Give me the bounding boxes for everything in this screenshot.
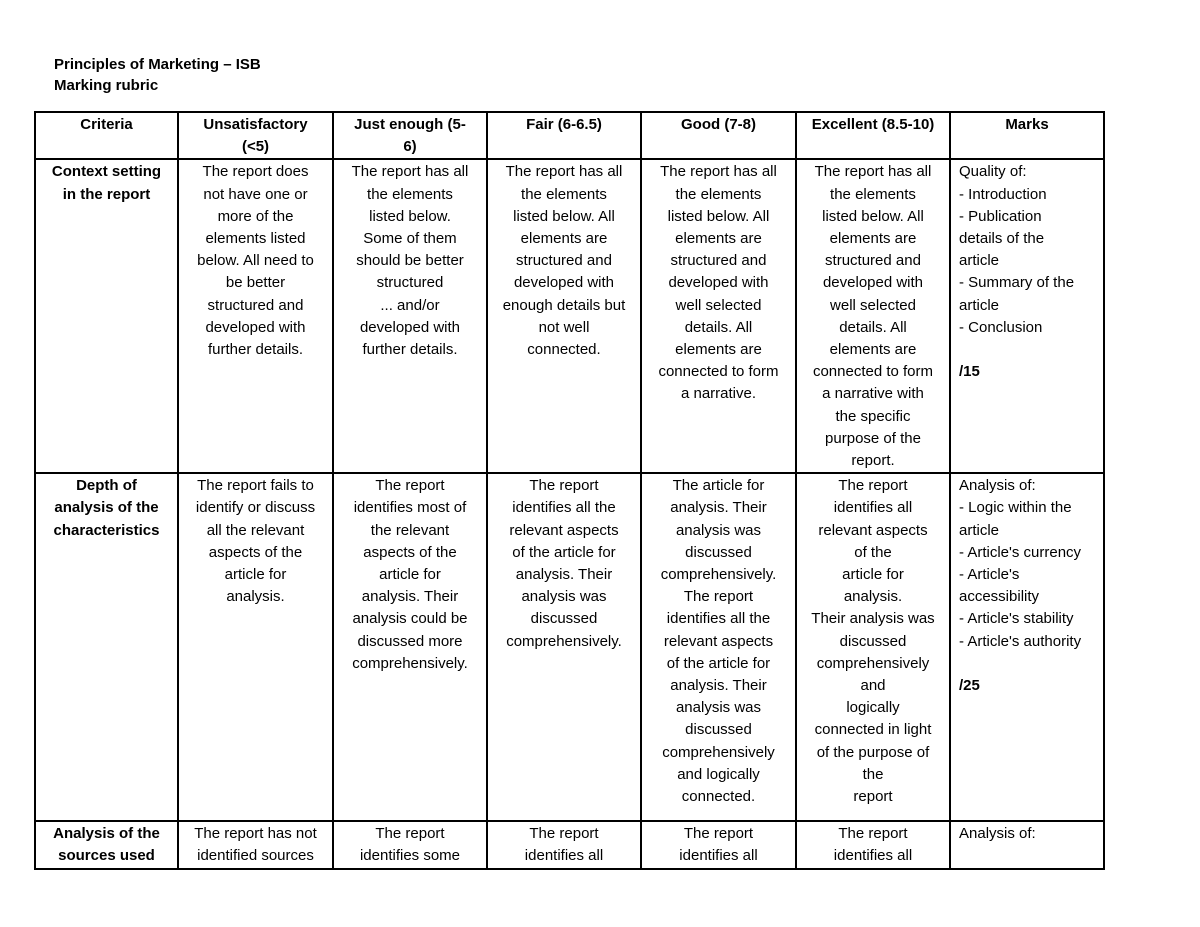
descriptor-text-line: aspects of the: [363, 543, 457, 561]
descriptor-text-line: elements are: [520, 230, 608, 248]
descriptor-text-line: identifies all: [833, 847, 913, 865]
descriptor-text-line: relevant aspects: [509, 521, 619, 539]
descriptor-text-line: details. All: [684, 318, 753, 336]
descriptor-text-line: report: [853, 788, 893, 806]
descriptor-text-line: the: [862, 765, 884, 783]
descriptor-text-line: all the relevant: [206, 521, 305, 539]
descriptor-text-line: not well: [538, 318, 590, 336]
descriptor-text-line: developed with: [668, 274, 769, 292]
descriptor-text-line: analysis was: [675, 699, 762, 717]
descriptor-text-line: listed below. All: [513, 207, 615, 225]
descriptor-text-line: identifies all the: [666, 610, 771, 628]
descriptor-text-line: analysis. Their: [515, 566, 613, 584]
descriptor-text-line: well selected: [830, 296, 916, 314]
descriptor-text-line: the elements: [367, 185, 453, 203]
excellent-cell: [796, 821, 950, 868]
criteria-text-line: analysis of the: [54, 499, 159, 517]
descriptor-text-line: elements are: [829, 341, 917, 359]
marks-score: /15: [959, 363, 980, 381]
criteria-text-line: characteristics: [53, 521, 160, 539]
descriptor-text-line: analysis.: [843, 588, 903, 606]
descriptor-text-line: further details.: [362, 341, 458, 359]
marking-rubric-table: [34, 111, 1105, 870]
descriptor-text-line: Their analysis was: [811, 610, 935, 628]
table-header-row: [35, 112, 1104, 159]
descriptor-text-line: article for: [224, 566, 287, 584]
excellent-cell: [796, 159, 950, 473]
descriptor-text-line: The report: [838, 477, 908, 495]
descriptor-text-line: comprehensively.: [506, 632, 622, 650]
descriptor-text-line: Some of them: [363, 230, 457, 248]
descriptor-text-line: The report: [683, 588, 754, 606]
marks-cell: [950, 159, 1104, 473]
marks-item: - Article's stability: [959, 610, 1074, 628]
descriptor-text-line: The report: [529, 825, 599, 843]
descriptor-text-line: structured and: [825, 252, 921, 270]
descriptor-text-line: of the purpose of: [816, 743, 930, 761]
descriptor-text-line: developed with: [359, 318, 461, 336]
descriptor-text-line: elements listed: [205, 230, 306, 248]
spacer: [959, 653, 1099, 675]
descriptor-text-line: identifies all: [524, 847, 604, 865]
marks-item: - Conclusion: [959, 318, 1043, 336]
descriptor-text-line: analysis. Their: [670, 677, 767, 695]
descriptor-text-line: connected to form: [658, 363, 779, 381]
marks-item: article: [959, 252, 1000, 270]
unsatisfactory-cell: [178, 159, 333, 473]
descriptor-text-line: logically: [846, 699, 900, 717]
marks-label: Analysis of:: [959, 825, 1036, 843]
descriptor-text-line: analysis. Their: [361, 588, 459, 606]
marks-item: - Article's: [959, 566, 1020, 584]
header-good: [641, 112, 796, 159]
descriptor-text-line: the specific: [835, 407, 911, 425]
excellent-cell: [796, 473, 950, 821]
header-text-line: Marks: [1005, 116, 1049, 133]
descriptor-text-line: analysis. Their: [670, 499, 767, 517]
marks-item: - Logic within the: [959, 499, 1072, 517]
header-text-line: Excellent (8.5-10): [811, 116, 935, 133]
header-text-line: (<5): [241, 138, 270, 156]
marks-item: - Article's authority: [959, 632, 1082, 650]
criteria-text-line: in the report: [62, 185, 151, 203]
header-excellent: [796, 112, 950, 159]
marks-cell: [950, 473, 1104, 821]
descriptor-text-line: and logically: [677, 765, 760, 783]
criteria-cell: [35, 159, 178, 473]
descriptor-text-line: comprehensively: [662, 743, 775, 761]
marks-item: - Introduction: [959, 185, 1047, 203]
descriptor-text-line: identifies most of: [353, 499, 467, 517]
descriptor-text-line: elements are: [829, 230, 917, 248]
descriptor-text-line: elements are: [675, 341, 762, 359]
criteria-cell: [35, 821, 178, 868]
criteria-text-line: Context setting: [51, 163, 162, 181]
document-title: Principles of Marketing – ISB: [54, 56, 261, 73]
descriptor-text-line: The report has all: [814, 163, 932, 181]
good-cell: [641, 821, 796, 868]
descriptor-text-line: listed below. All: [822, 207, 924, 225]
descriptor-text-line: The report: [683, 825, 754, 843]
descriptor-text-line: identified sources: [197, 847, 314, 865]
descriptor-text-line: comprehensively: [816, 654, 930, 672]
descriptor-text-line: the elements: [521, 185, 607, 203]
descriptor-text-line: structured and: [207, 296, 304, 314]
marks-score: /25: [959, 676, 980, 694]
descriptor-text-line: article for: [842, 566, 904, 584]
header-text-line: Good (7-8): [681, 116, 756, 133]
descriptor-text-line: analysis could be: [352, 610, 468, 628]
descriptor-text-line: relevant aspects: [663, 632, 774, 650]
descriptor-text-line: elements are: [675, 230, 762, 248]
descriptor-text-line: developed with: [205, 318, 306, 336]
document-subtitle: Marking rubric: [54, 77, 159, 94]
descriptor-text-line: analysis was: [675, 521, 762, 539]
descriptor-text-line: a narrative with: [822, 385, 924, 403]
marks-item: article: [959, 521, 1000, 539]
just-enough-cell: [333, 821, 487, 868]
header-just-enough: [333, 112, 487, 159]
descriptor-text-line: comprehensively.: [660, 566, 777, 584]
table-row: [35, 159, 1104, 473]
marks-label: Quality of:: [959, 163, 1027, 181]
descriptor-text-line: The report has all: [351, 163, 469, 181]
header-text-line: Just enough (5-: [354, 116, 466, 133]
descriptor-text-line: connected.: [681, 788, 756, 806]
descriptor-text-line: The report fails to: [197, 477, 314, 495]
descriptor-text-line: The report has all: [505, 163, 623, 181]
spacer: [959, 339, 1099, 361]
header-text-line: Criteria: [80, 116, 133, 133]
unsatisfactory-cell: [178, 473, 333, 821]
descriptor-text-line: discussed: [685, 543, 752, 561]
descriptor-text-line: structured and: [516, 252, 612, 270]
marks-item: - Summary of the: [959, 274, 1075, 292]
descriptor-text-line: enough details but: [502, 296, 626, 314]
just-enough-cell: [333, 159, 487, 473]
header-text-line: Fair (6-6.5): [526, 116, 602, 133]
descriptor-text-line: listed below. All: [667, 207, 770, 225]
descriptor-text-line: more of the: [217, 207, 294, 225]
header-text-line: Unsatisfactory: [203, 116, 308, 133]
descriptor-text-line: a narrative.: [680, 385, 757, 403]
descriptor-text-line: structured: [376, 274, 444, 292]
fair-cell: [487, 159, 641, 473]
descriptor-text-line: not have one or: [203, 185, 308, 203]
descriptor-text-line: be better: [225, 274, 286, 292]
marks-item: - Article's currency: [959, 543, 1082, 561]
descriptor-text-line: identifies all: [833, 499, 913, 517]
descriptor-text-line: identifies all the: [512, 499, 616, 517]
descriptor-text-line: aspects of the: [208, 543, 303, 561]
criteria-cell: [35, 473, 178, 821]
descriptor-text-line: identifies some: [359, 847, 461, 865]
document-header: [54, 54, 261, 96]
header-text-line: 6): [403, 138, 417, 156]
descriptor-text-line: identifies all: [679, 847, 758, 865]
descriptor-text-line: connected to form: [812, 363, 934, 381]
descriptor-text-line: below. All need to: [197, 252, 314, 270]
marks-item: details of the: [959, 230, 1045, 248]
descriptor-text-line: of the article for: [666, 654, 771, 672]
marks-cell: [950, 821, 1104, 868]
descriptor-text-line: well selected: [675, 296, 762, 314]
descriptor-text-line: and: [860, 677, 886, 695]
marks-item: - Publication: [959, 207, 1042, 225]
descriptor-text-line: the relevant: [370, 521, 450, 539]
descriptor-text-line: the elements: [830, 185, 916, 203]
descriptor-text-line: listed below.: [369, 207, 451, 225]
marks-label: Analysis of:: [959, 477, 1036, 495]
good-cell: [641, 473, 796, 821]
header-unsatisfactory: [178, 112, 333, 159]
descriptor-text-line: of the: [854, 543, 892, 561]
descriptor-text-line: discussed more: [357, 632, 463, 650]
descriptor-text-line: relevant aspects: [818, 521, 928, 539]
fair-cell: [487, 821, 641, 868]
descriptor-text-line: connected.: [527, 341, 601, 359]
criteria-text-line: sources used: [58, 847, 155, 865]
descriptor-text-line: ... and/or: [380, 296, 440, 314]
descriptor-text-line: discussed: [685, 721, 752, 739]
descriptor-text-line: developed with: [513, 274, 615, 292]
table-row: [35, 821, 1104, 868]
descriptor-text-line: developed with: [822, 274, 924, 292]
descriptor-text-line: The article for: [672, 477, 765, 495]
header-marks: [950, 112, 1104, 159]
descriptor-text-line: structured and: [670, 252, 767, 270]
descriptor-text-line: connected in light: [814, 721, 932, 739]
descriptor-text-line: purpose of the: [825, 429, 921, 447]
header-criteria: [35, 112, 178, 159]
criteria-text-line: Analysis of the: [53, 825, 160, 843]
descriptor-text-line: comprehensively.: [352, 654, 468, 672]
descriptor-text-line: of the article for: [512, 543, 616, 561]
descriptor-text-line: discussed: [839, 632, 907, 650]
descriptor-text-line: further details.: [207, 341, 304, 359]
descriptor-text-line: article for: [379, 566, 441, 584]
descriptor-text-line: report.: [851, 452, 895, 470]
just-enough-cell: [333, 473, 487, 821]
table-row: [35, 473, 1104, 821]
descriptor-text-line: The report: [375, 825, 445, 843]
marks-item: article: [959, 296, 1000, 314]
descriptor-text-line: discussed: [530, 610, 598, 628]
marks-item: accessibility: [959, 588, 1040, 606]
unsatisfactory-cell: [178, 821, 333, 868]
descriptor-text-line: The report has not: [194, 825, 317, 843]
descriptor-text-line: The report does: [202, 163, 309, 181]
descriptor-text-line: analysis.: [226, 588, 285, 606]
descriptor-text-line: identify or discuss: [195, 499, 316, 517]
descriptor-text-line: details. All: [839, 318, 907, 336]
descriptor-text-line: should be better: [356, 252, 464, 270]
good-cell: [641, 159, 796, 473]
descriptor-text-line: analysis was: [521, 588, 607, 606]
descriptor-text-line: the elements: [675, 185, 762, 203]
header-fair: [487, 112, 641, 159]
descriptor-text-line: The report: [838, 825, 908, 843]
descriptor-text-line: The report: [529, 477, 599, 495]
fair-cell: [487, 473, 641, 821]
descriptor-text-line: The report: [375, 477, 445, 495]
criteria-text-line: Depth of: [76, 477, 137, 495]
descriptor-text-line: The report has all: [660, 163, 777, 181]
